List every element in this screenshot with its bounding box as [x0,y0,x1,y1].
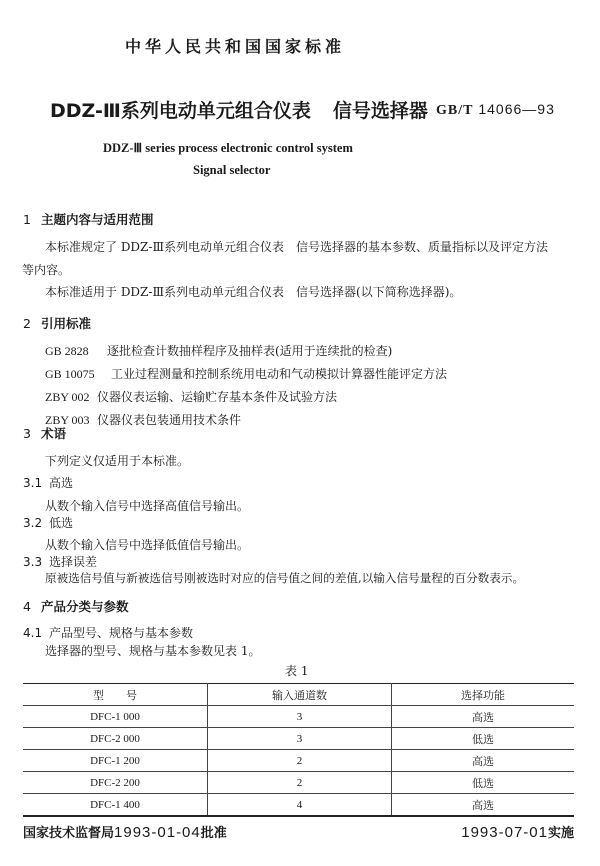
function-cell: 高选 [392,706,575,728]
effective-label: 实施 [547,826,574,841]
term-heading [23,474,73,491]
section-number: 2 [23,316,31,331]
section-3-heading [23,424,66,442]
reference-item [45,411,241,428]
std-number: 14066—93 [478,101,555,117]
table-header-row [23,684,574,706]
section-title: 主题内容与适用范围 [41,212,154,227]
channels-cell: 2 [208,772,392,794]
subsection-heading [23,624,193,641]
model-cell: DFC-1 200 [23,750,208,772]
function-cell: 高选 [392,794,575,816]
model-cell: DFC-1 400 [90,798,140,811]
standard-number [436,101,555,119]
channels-cell: 3 [208,706,392,728]
term-number: 3.1 [23,476,43,490]
title-en-line2: Signal selector [193,163,271,177]
function-cell: 低选 [392,772,575,794]
table-row [23,794,574,816]
ref-code: ZBY 003 [45,413,90,427]
section-4-text: 选择器的型号、规格与基本参数见表 1。 [45,644,261,658]
reference-item [45,342,392,359]
term-heading [23,514,73,531]
table-row [23,706,574,728]
ref-title: 工业过程测量和控制系统用电动和气动模拟计算器性能评定方法 [111,367,448,381]
reference-item [45,388,337,405]
section-1-para2: 本标准适用于 DDZ-Ⅲ系列电动单元组合仪表 信号选择器(以下简称选择器)。 [45,285,462,299]
ref-title: 逐批检查计数抽样程序及抽样表(适用于连续批的检查) [107,344,393,358]
ref-code: ZBY 002 [45,390,90,404]
section-number: 1 [23,212,31,227]
effective-info [461,822,574,841]
section-3-intro: 下列定义仅适用于本标准。 [45,454,190,468]
column-header: 型 号 [23,684,208,706]
section-2-heading [23,314,91,332]
effective-date: 1993-07-01 [461,824,548,841]
ref-code: GB 10075 [45,367,95,381]
section-number: 3 [23,426,31,441]
model-cell: DFC-2 200 [23,772,208,794]
title-en-line1: DDZ-Ⅲ series process electronic control system [103,141,353,155]
footer-divider [23,815,574,817]
section-1-para1-cont: 等内容。 [22,263,71,277]
section-4-heading [23,597,129,615]
term-name: 低选 [49,516,74,530]
term-number: 3.2 [23,516,43,530]
section-number: 4 [23,599,31,614]
column-header: 选择功能 [392,684,575,706]
ref-code: GB 2828 [45,344,89,358]
channels-cell: 4 [208,794,392,816]
approval-info [23,822,227,841]
term-name: 高选 [49,476,74,490]
channels-cell: 2 [208,750,392,772]
function-cell: 高选 [392,750,575,772]
section-title: 引用标准 [41,316,92,331]
column-header: 输入通道数 [208,684,392,706]
subsection-number: 4.1 [23,626,43,640]
model-cell: DFC-1 000 [23,706,208,728]
term-definition: 从数个输入信号中选择低值信号输出。 [45,538,250,552]
approval-label: 批准 [200,826,227,841]
approver: 国家技术监督局 [23,826,115,841]
model-cell: DFC-2 000 [23,728,208,750]
standard-type-header: 中华人民共和国国家标准 [124,37,345,56]
table-row [23,772,574,794]
document-title [50,96,428,123]
ref-title: 仪器仪表包装通用技术条件 [97,413,242,427]
reference-item [45,365,447,382]
ref-title: 仪器仪表运输、运输贮存基本条件及试验方法 [97,390,338,404]
function-cell: 低选 [392,728,575,750]
term-name: 选择误差 [49,555,98,569]
approval-date: 1993-01-04 [114,824,201,841]
section-1-heading [23,210,154,228]
term-number: 3.3 [23,555,43,569]
term-definition: 原被选信号值与新被选信号刚被选时对应的信号值之间的差值,以输入信号量程的百分数表示。 [45,571,525,585]
term-definition: 从数个输入信号中选择高值信号输出。 [45,499,250,513]
section-1-para1: 本标准规定了 DDZ-Ⅲ系列电动单元组合仪表 信号选择器的基本参数、质量指标以及评定方法 [45,240,549,254]
term-heading [23,553,97,570]
table-row [23,750,574,772]
title-cn-part1: DDZ-Ⅲ系列电动单元组合仪表 [50,100,311,122]
table-caption: 表 1 [285,664,309,678]
channels-cell: 3 [208,728,392,750]
table-row [23,728,574,750]
section-title: 术语 [41,426,67,441]
subsection-title: 产品型号、规格与基本参数 [49,626,194,640]
std-prefix: GB/T [436,103,474,118]
title-cn-part2: 信号选择器 [332,100,428,122]
section-title: 产品分类与参数 [41,599,129,614]
parameters-table [23,683,574,816]
